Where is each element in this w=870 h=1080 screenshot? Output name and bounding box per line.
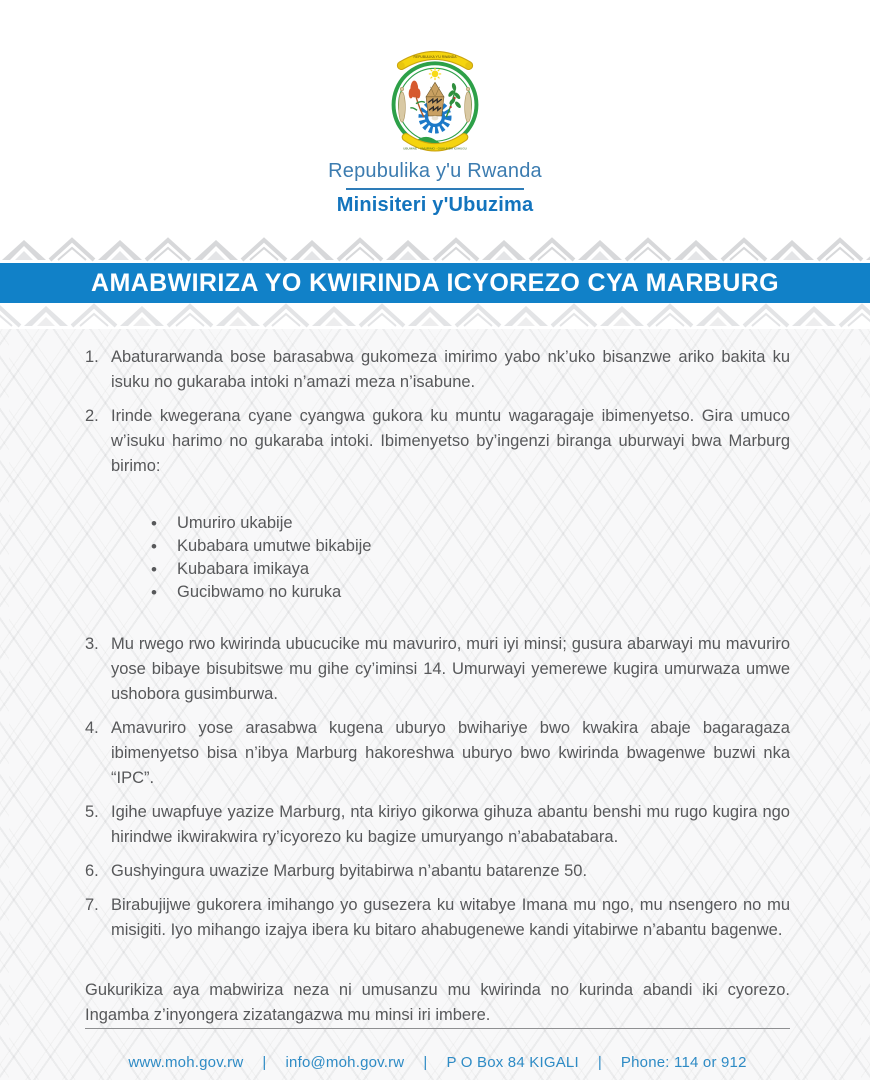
item-number: 2. (85, 407, 99, 425)
item-text: Gushyingura uwazize Marburg byitabirwa n’abantu batarenze 50. (111, 862, 588, 880)
title-bar (0, 263, 870, 303)
instruction-item-4 (85, 716, 790, 791)
instruction-item-6 (85, 859, 790, 884)
instruction-item-5 (85, 800, 790, 850)
item-text: Irinde kwegerana cyane cyangwa gukora ku muntu wagaragaje ibimenyetso. Gira umuco w’isuku harimo no gukaraba intoki. Ibimenyetso by’ingenzi biranga uburwayi bwa Marburg birimo: (111, 407, 790, 475)
item-number: 4. (85, 719, 99, 737)
symptom-item (151, 512, 790, 535)
instruction-item-7 (85, 893, 790, 943)
title-band (0, 237, 870, 329)
footer-website: www.moh.gov.rw (128, 1054, 244, 1071)
bullet-icon: • (151, 560, 157, 579)
footer-contact-row (85, 1050, 790, 1075)
footer-separator: | (423, 1054, 428, 1071)
item-text: Amavuriro yose arasabwa kugena uburyo bwihariye bwo kwakira abaje bagaragaza ibimenyetso bisa n’ibya Marburg hakoreshwa uburyo bwo kwirinda bwagenwe buzwi nka “IPC”. (111, 719, 790, 787)
bullet-icon: • (151, 537, 157, 556)
closing-paragraph: Gukurikiza aya mabwiriza neza ni umusanzu mu kwirinda no kurinda abandi iki cyorezo. Ingamba z’inyongera zizatangazwa mu minsi iri imbere. (85, 981, 790, 1024)
footer-divider (85, 1028, 790, 1029)
notice-body (0, 329, 870, 1080)
ministry-label: Minisiteri y'Ubuzima (336, 194, 534, 216)
page-title: AMABWIRIZA YO KWIRINDA ICYOREZO CYA MARBURG (90, 268, 780, 297)
footer (85, 1028, 790, 1080)
header-divider (346, 188, 524, 190)
rwanda-coat-of-arms-logo (376, 42, 494, 154)
symptom-text: Kubabara umutwe bikabije (177, 537, 372, 555)
header (0, 0, 870, 237)
symptom-item (151, 535, 790, 558)
footer-phone: Phone: 114 or 912 (620, 1054, 747, 1071)
symptom-list (151, 512, 790, 604)
footer-email: info@moh.gov.rw (285, 1054, 405, 1071)
item-number: 1. (85, 348, 99, 366)
symptom-item (151, 558, 790, 581)
instruction-item-3 (85, 632, 790, 707)
bullet-icon: • (151, 583, 157, 602)
footer-separator: | (262, 1054, 267, 1071)
symptom-text: Kubabara imikaya (177, 560, 310, 578)
instruction-item-2 (85, 404, 790, 479)
item-number: 5. (85, 803, 99, 821)
item-number: 3. (85, 635, 99, 653)
item-text: Mu rwego rwo kwirinda ubucucike mu mavuriro, muri iyi minsi; gusura abarwayi mu mavuriro yose bibaye bisubitswe mu gihe cy’iminsi 14. Umurwayi yemerewe kugira umurwaza umwe ushobora gusimburwa. (111, 635, 790, 703)
logo-motto-bottom: UBUMWE - UMURIMO - GUKUNDA IGIHUGU (403, 146, 467, 151)
footer-po-box: P O Box 84 KIGALI (446, 1054, 579, 1071)
symptom-text: Umuriro ukabije (177, 514, 293, 532)
footer-separator: | (597, 1054, 602, 1071)
zigzag-pattern-top (0, 237, 870, 263)
item-number: 7. (85, 896, 99, 914)
sun-icon (429, 68, 441, 80)
republic-label: Repubulika y'u Rwanda (328, 160, 542, 182)
symptom-item (151, 581, 790, 604)
bullet-icon: • (151, 514, 157, 533)
logo-motto-top: REPUBULIKA Y'U RWANDA (413, 55, 457, 60)
symptom-text: Gucibwamo no kuruka (177, 583, 342, 601)
item-text: Birabujijwe gukorera imihango yo gusezera ku witabye Imana mu ngo, mu nsengero no mu misigiti. Iyo mihango izajya ibera ku bitaro ahabugenewe kandi yitabirwe n’abantu bagenwe. (111, 896, 790, 939)
item-text: Igihe uwapfuye yazize Marburg, nta kiriyo gikorwa gihuza abantu benshi mu rugo kugira ngo hirindwe ikwirakwira ry’icyorezo ku bagize umuryango n’ababatabara. (111, 803, 790, 846)
zigzag-pattern-bottom (0, 303, 870, 329)
instruction-item-1 (85, 345, 790, 395)
item-text: Abaturarwanda bose barasabwa gukomeza imirimo yabo nk’uko bisanzwe ariko bakita ku isuku no gukaraba intoki n’amazi meza n’isabune. (111, 348, 790, 391)
item-number: 6. (85, 862, 99, 880)
